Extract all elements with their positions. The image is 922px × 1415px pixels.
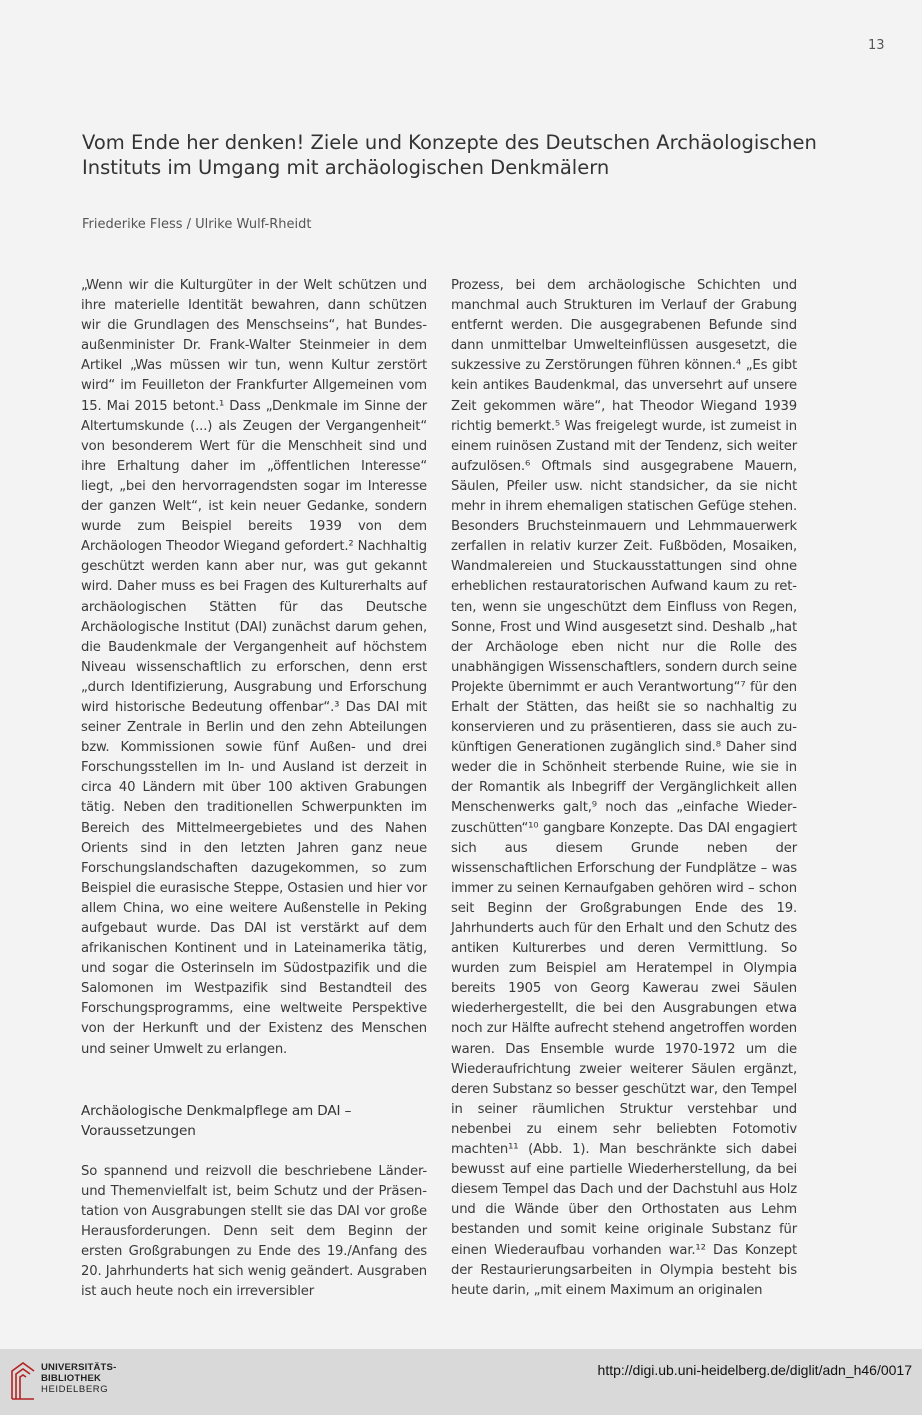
right-column (451, 276, 797, 1301)
page-number: 13 (868, 38, 885, 53)
section-heading: Archäologische Denkmalpflege am DAI – Voraussetzungen (81, 1102, 352, 1140)
title-line-2: Instituts im Umgang mit archäologischen Denkmälern (82, 156, 610, 179)
library-name-line-3: HEIDELBERG (41, 1384, 109, 1395)
library-name-line-1: UNIVERSITÄTS- (41, 1362, 117, 1373)
article-title (82, 130, 822, 180)
library-name (41, 1362, 116, 1395)
paragraph-continued: Prozess, bei dem archäologische Schichten und manchmal auch Strukturen im Verlauf der Grabung entfernt werden. Die ausgegrabenen Befunde sind dann unmittelbar Umwelteinflüssen ausgesetzt, die sukzessive zu Zerstörungen führen können.⁴ „Es gibt kein antikes Baudenkmal, das unversehrt auf unsere Zeit gekommen wäre“, hat Theodor Wiegand 1939 richtig bemerkt.⁵ Was freigelegt wurde, ist zumeist in einem ruinösen Zustand mit der Tendenz, sich weiter aufzulösen.⁶ Oftmals sind ausgegrabene Mauern, Säulen, Pfeiler usw. nicht standsicher, da sie nicht mehr in ihrem ehemaligen statischen Gefüge stehen. Besonders Bruchsteinmauern und Lehmmauerwerk zerfallen in relativ kurzer Zeit. Fußböden, Mosaiken, Wandmalereien und Stuckausstattungen sind ohne erheblichen restauratorischen Aufwand kaum zu retten, wenn sie ungeschützt dem Einfluss von Regen, Sonne, Frost und Wind ausgesetzt sind. Deshalb „hat der Archäologe eben nicht nur die Rolle des unabhängigen Wissenschaftlers, sondern durch seine Projekte übernimmt er auch Verantwortung“⁷ für den Erhalt der Stätten, das heißt sie so nachhaltig zu konservieren und zu präsentieren, dass sie auch zukünftigen Generationen zugänglich sind.⁸ Daher sind weder die in Schönheit sterbende Ruine, wie sie in der Romantik als Inbegriff der Vergänglichkeit allen Menschenwerks galt,⁹ noch das „einfache Wiederzuschütten“¹⁰ gangbare Konzepte. Das DAI engagiert sich aus diesem Grunde neben der wissenschaftlichen Erforschung der Fundplätze – was immer zu seinen Kernaufgaben gehören wird – schon seit Beginn der Großgrabungen Ende des 19. Jahrhunderts auch für den Erhalt und den Schutz des antiken Kulturerbes und deren Vermittlung. So wurden zum Beispiel am Heratempel in Olympia bereits 1905 von Georg Kawerau zwei Säulen wiederhergestellt, die bei den Ausgrabungen etwa noch zur Hälfte aufrecht stehend angetroffen worden waren. Das Ensemble wurde 1970-1972 um die Wiederaufrichtung zweier weiterer Säulen ergänzt, deren Substanz so besser geschützt war, den Tempel in seiner räumlichen Struktur verstehbar und nebenbei zu einem sehr beliebten Fotomotiv machten¹¹ (Abb. 1). Man beschränkte sich dabei bewusst auf eine partielle Wiederherstellung, da bei diesem Tempel das Dach und der Dachstuhl aus Holz und die Wände über den Orthostaten aus Lehm bestanden und somit keine originale Substanz für einen Wiederaufbau vorhanden war.¹² Das Konzept der Restaurierungsarbeiten in Olympia besteht bis heute darin, „mit einem Maximum an originalen (451, 278, 797, 1298)
title-line-1: Vom Ende her denken! Ziele und Konzepte des Deutschen Archäologischen (82, 131, 817, 154)
library-name-line-2: BIBLIOTHEK (41, 1373, 102, 1384)
footer-bar (0, 1349, 922, 1415)
left-column (81, 276, 427, 1302)
paragraph-intro: „Wenn wir die Kulturgüter in der Welt schützen und ihre materielle Identität bewahren, dann schützen wir die Grundlagen des Menschseins“, hat Bundesaußenminister Dr. Frank-Walter Steinmeier in dem Artikel „Was müssen wir tun, wenn Kultur zerstört wird“ im Feuilleton der Frankfurter Allgemeinen vom 15. Mai 2015 betont.¹ Dass „Denkmale im Sinne der Altertumskunde (...) als Zeugen der Vergangenheit“ von besonderem Wert für die Menschheit sind und ihre Erhaltung daher im „öffentlichen Interesse“ liegt, „bei den hervorragendsten sogar im Interesse der ganzen Welt“, ist kein neuer Gedanke, sondern wurde zum Beispiel bereits 1939 von dem Archäologen Theodor Wiegand gefordert.² Nachhaltig geschützt werden kann aber nur, was gut gekannt wird. Daher muss es bei Fragen des Kulturerhalts auf archäologischen Stätten für das Deutsche Archäologische Institut (DAI) zunächst darum gehen, die Baudenkmale der Vergangenheit auf höchstem Niveau wissenschaftlich zu erforschen, denn erst „durch Identifizierung, Ausgrabung und Erforschung wird historische Bedeutung offenbar“.³ Das DAI mit seiner Zentrale in Berlin und den zehn Abteilungen bzw. Kommissionen sowie fünf Außen- und drei Forschungsstellen im In- und Ausland ist derzeit in circa 40 Ländern mit über 100 aktiven Grabungen tätig. Neben den traditionellen Schwerpunkten im Bereich des Mittelmeergebietes und des Nahen Orients sind in den letzten Jahren ganz neue Forschungslandschaften dazugekommen, so zum Beispiel die eurasische Steppe, Ostasien und hier vor allem China, wo eine weitere Außenstelle in Peking aufgebaut wurde. Das DAI ist verstärkt auf dem afrikanischen Kontinent und in Lateinamerika tätig, und sogar die Osterinseln im Südostpazifik und die Salomonen im Westpazifik sind Bestandteil des Forschungsprogramms, eine weltweite Perspektive von der Herkunft und der Existenz des Menschen und seiner Umwelt zu erlangen. (81, 278, 427, 1057)
paragraph-section: So spannend und reizvoll die beschriebene Länder- und Themenvielfalt ist, beim Schutz und der Präsentation von Ausgrabungen stellt sie das DAI vor große Herausforderungen. Denn seit dem Beginn der ersten Großgrabungen zu Ende des 19./Anfang des 20. Jahrhunderts hat sich wenig geändert. Ausgraben ist auch heute noch ein irreversibler (81, 1163, 427, 1300)
authors: Friederike Fless / Ulrike Wulf-Rheidt (82, 217, 312, 232)
library-logo-icon (10, 1361, 36, 1401)
source-url-link[interactable]: http://digi.ub.uni-heidelberg.de/diglit/adn_h46/0017 (597, 1362, 912, 1378)
